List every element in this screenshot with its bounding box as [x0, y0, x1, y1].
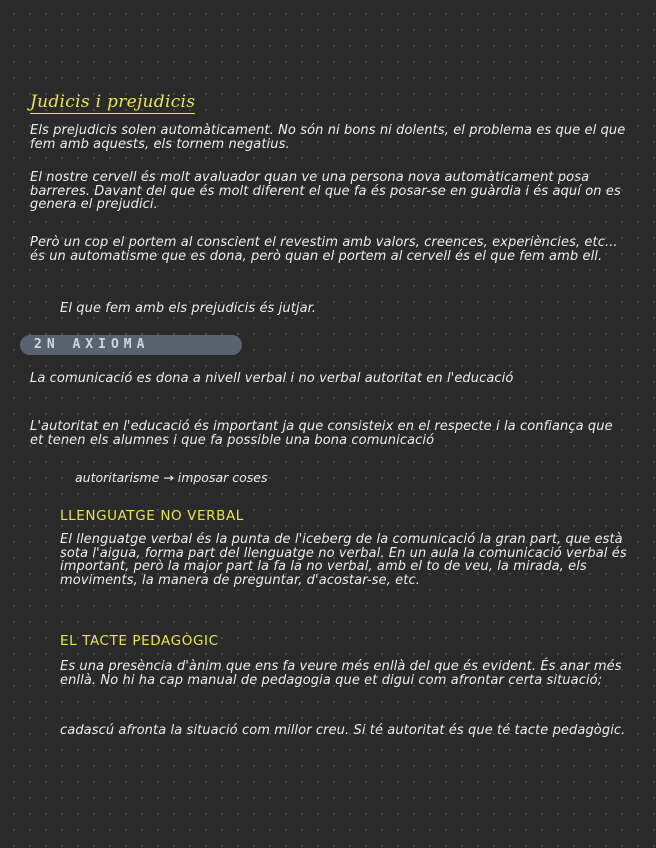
page-title: Judicis i prejudicis	[30, 92, 196, 112]
heading-tacte-pedagogic: EL TACTE PEDAGÒGIC	[60, 633, 219, 649]
paragraph-cervell: El nostre cervell és molt avaluador quan ve una persona nova automàticament posa barreres. Davant del que és molt diferent el que fa és posar-se en guàrdia i és aquí on es genera el prejudici.	[30, 170, 621, 212]
paragraph-comunicacio: La comunicació es dona a nivell verbal i no verbal autoritat en l'educació	[30, 371, 514, 386]
paragraph-prejudicis: Els prejudicis solen automàticament. No són ni bons ni dolents, el problema es que el que fem amb aquests, els tornem negatius.	[30, 123, 626, 152]
heading-llenguatge-no-verbal: LLENGUATGE NO VERBAL	[60, 508, 244, 524]
axioma-highlight	[20, 335, 242, 355]
paragraph-tacte: Es una presència d'ànim que ens fa veure més enllà del que és evident. És anar més enllà. No hi ha cap manual de pedagogia que et digui com afrontar certa situació;	[60, 659, 622, 688]
paragraph-autoritat: L'autoritat en l'educació és important ja que consisteix en el respecte i la confiança que et tenen els alumnes i que fa possible una bona comunicació	[30, 419, 613, 448]
paragraph-llenguatge: El llenguatge verbal és la punta de l'iceberg de la comunicació la gran part, que està sota l'aigua, forma part del llenguatge no verbal. En un aula la comunicació verbal és important, però la major part la fa la no verbal, amb el to de veu, la mirada, els moviments, la manera de preguntar, d'acostar-se, etc.	[60, 532, 627, 588]
paragraph-cadascu: cadascú afronta la situació com millor creu. Si té autoritat és que té tacte pedagògic.	[60, 723, 626, 738]
paragraph-conscient: Però un cop el portem al conscient el revestim amb valors, creences, experiències, etc... és un automatisme que es dona, però quan el portem al cervell és el que fem amb ell.	[30, 235, 618, 264]
axioma-label: 2N AXIOMA	[34, 337, 150, 352]
autoritarisme-note: autoritarisme → imposar coses	[75, 470, 268, 485]
paragraph-jutjar: El que fem amb els prejudicis és jutjar.	[60, 301, 317, 316]
